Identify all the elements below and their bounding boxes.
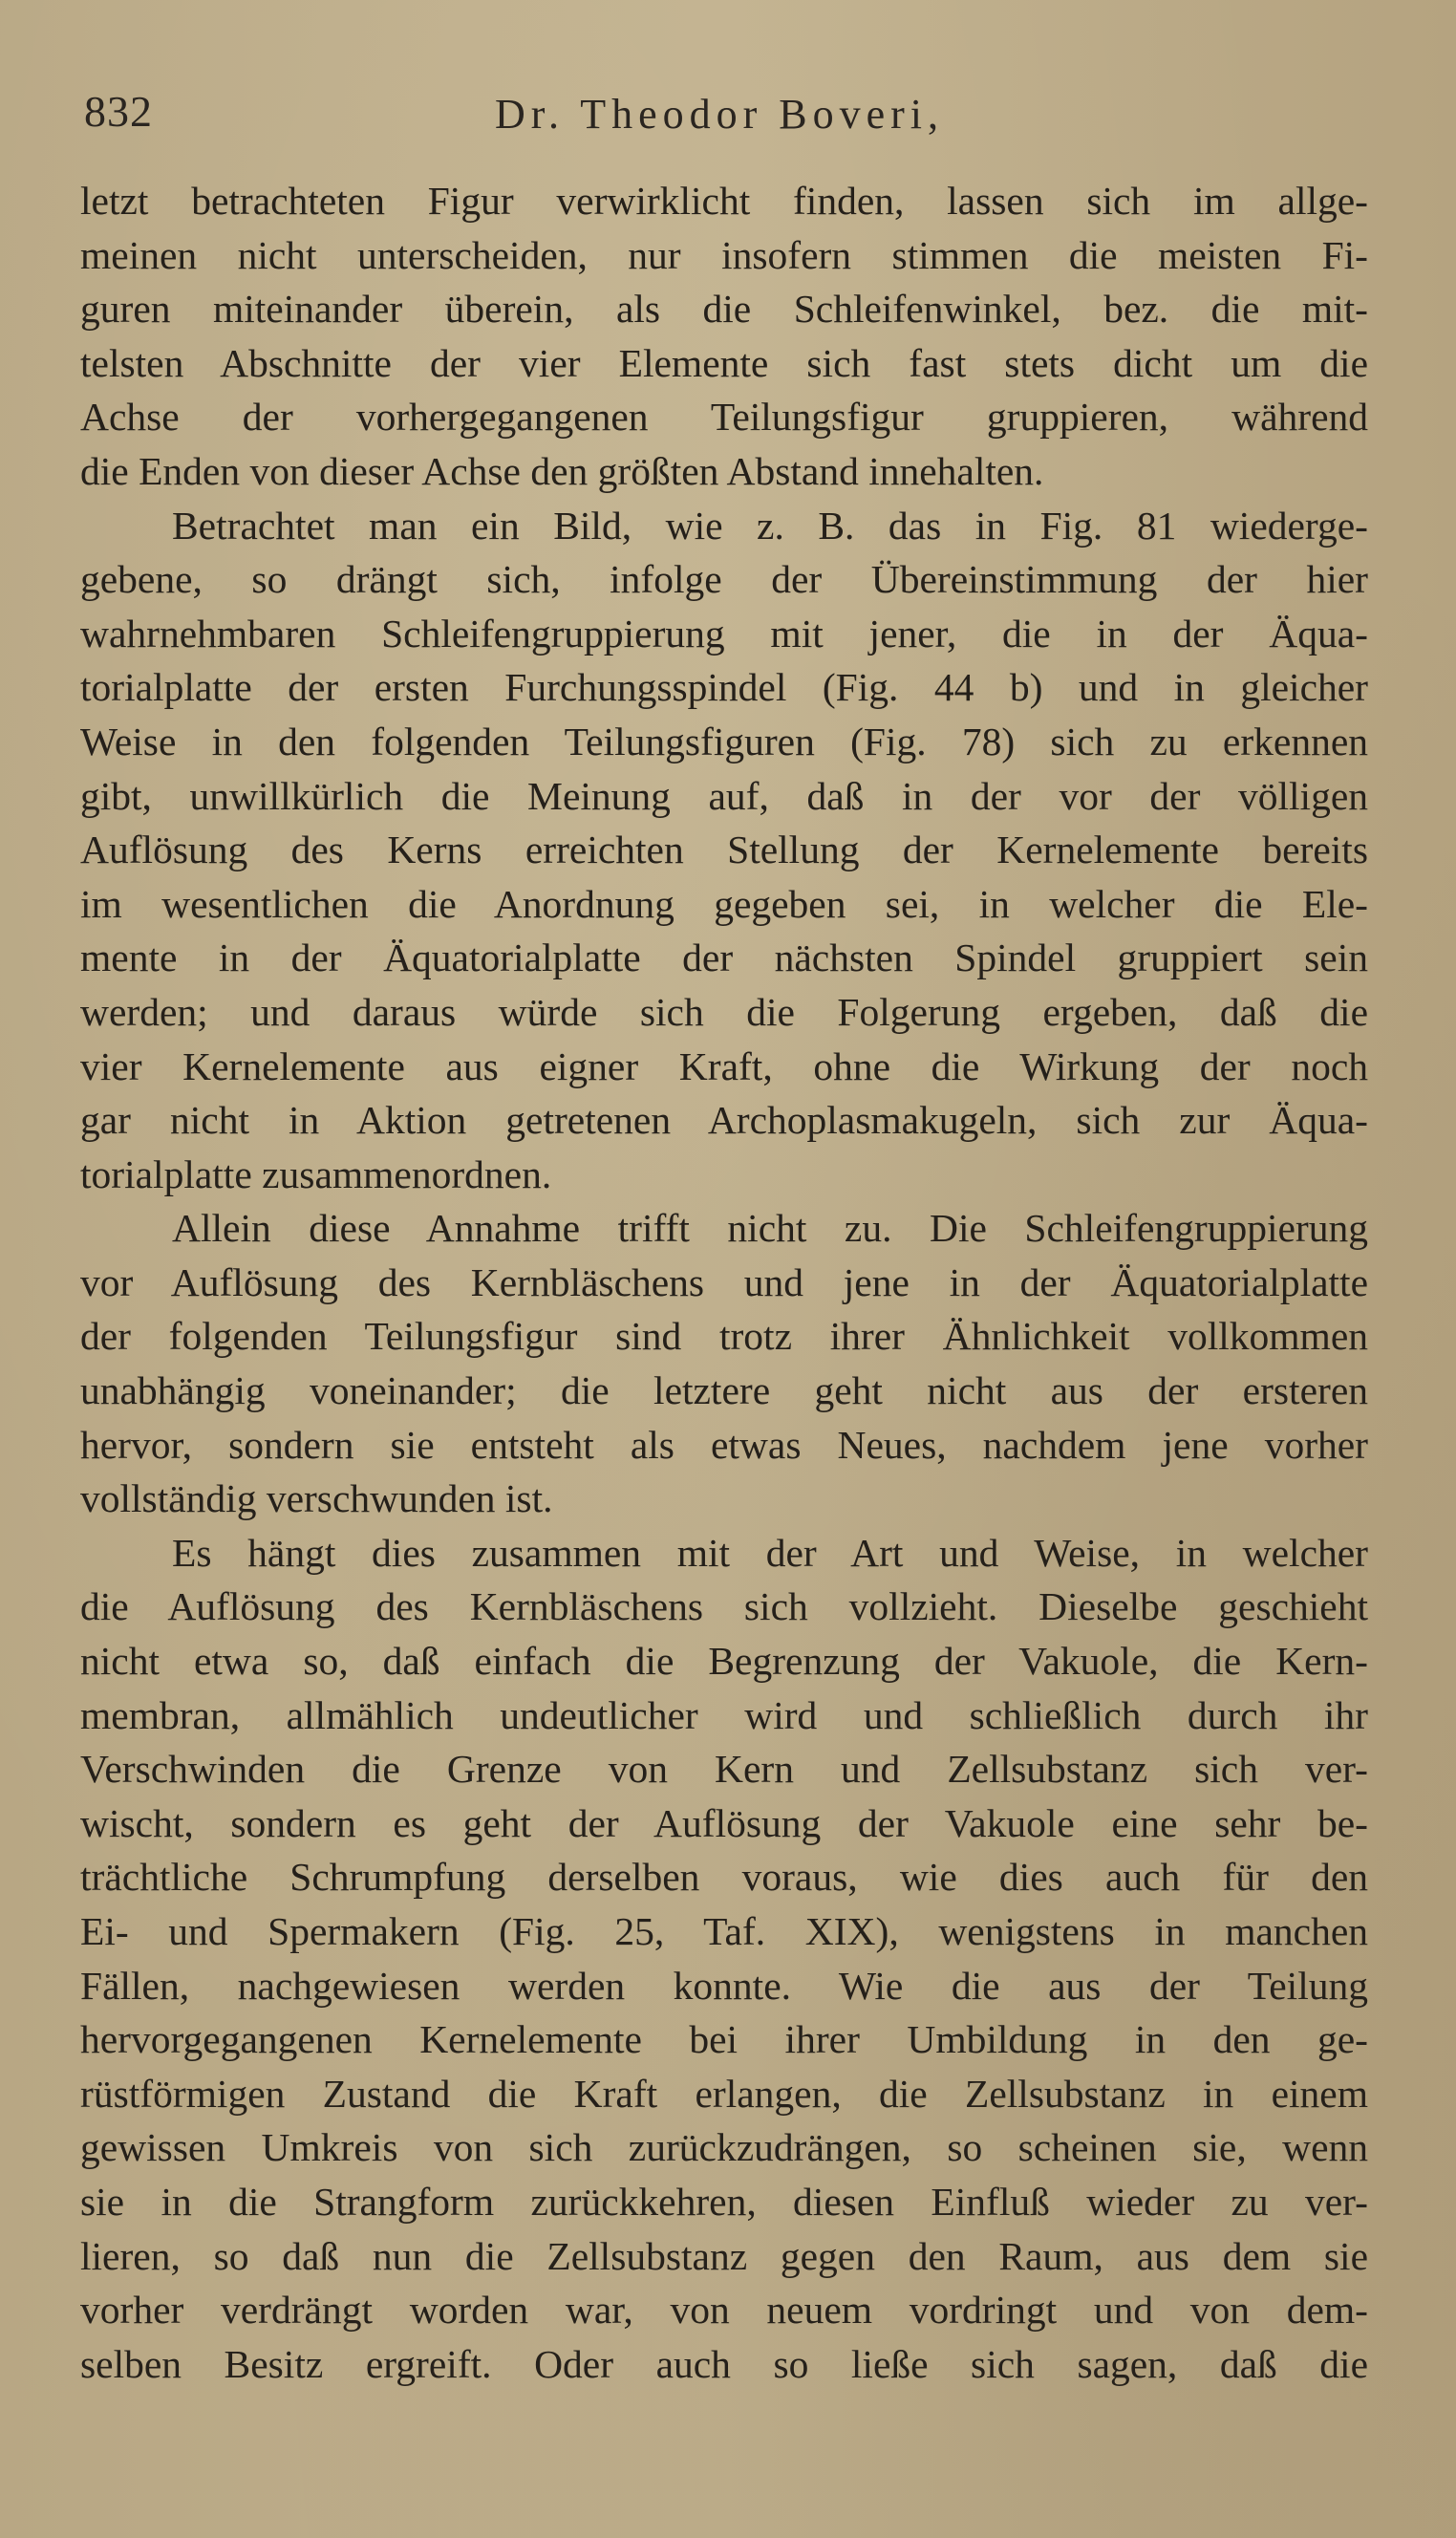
text-line: Auflösung des Kerns erreichten Stellung der Kernelemente bereits [80, 828, 1368, 872]
paragraph-first-line: Es hängt dies zusammen mit der Art und Weise, in welcher [172, 1530, 1368, 1575]
text-line: rüstförmigen Zustand die Kraft erlangen, die Zellsubstanz in einem [80, 2071, 1368, 2116]
text-line: sie in die Strangform zurückkehren, diesen Einfluß wieder zu ver- [80, 2179, 1368, 2224]
text-line: telsten Abschnitte der vier Elemente sich fast stets dicht um die [80, 340, 1368, 385]
text-line: Fällen, nachgewiesen werden konnte. Wie die aus der Teilung [80, 1963, 1368, 2008]
text-line: lieren, so daß nun die Zellsubstanz gegen den Raum, aus dem sie [80, 2233, 1368, 2278]
text-line: meinen nicht unterscheiden, nur insofern stimmen die meisten Fi- [80, 232, 1368, 277]
text-line: werden; und daraus würde sich die Folgerung ergeben, daß die [80, 989, 1368, 1034]
text-line: selben Besitz ergreift. Oder auch so ließe sich sagen, daß die [80, 2341, 1368, 2386]
text-line: vor Auflösung des Kernbläschens und jene in der Äquatorialplatte [80, 1259, 1368, 1304]
running-title: Dr. Theodor Boveri, [495, 91, 945, 138]
text-line: vollständig verschwunden ist. [80, 1476, 553, 1521]
text-line: Weise in den folgenden Teilungsfiguren (Fig. 78) sich zu erkennen [80, 719, 1368, 764]
text-line: wahrnehmbaren Schleifengruppierung mit jener, die in der Äqua- [80, 611, 1368, 656]
text-line: trächtliche Schrumpfung derselben voraus, wie dies auch für den [80, 1855, 1368, 1900]
text-line: gar nicht in Aktion getretenen Archoplasmakugeln, sich zur Äqua- [80, 1098, 1368, 1143]
text-line: membran, allmählich undeutlicher wird und schließlich durch ihr [80, 1692, 1368, 1737]
text-line: die Enden von dieser Achse den größten Abstand innehalten. [80, 448, 1044, 493]
text-line: wischt, sondern es geht der Auflösung der Vakuole eine sehr be- [80, 1800, 1368, 1845]
text-line: Verschwinden die Grenze von Kern und Zellsubstanz sich ver- [80, 1747, 1368, 1792]
text-line: gewissen Umkreis von sich zurückzudrängen, so scheinen sie, wenn [80, 2125, 1368, 2170]
text-line: mente in der Äquatorialplatte der nächsten Spindel gruppiert sein [80, 936, 1368, 980]
text-line: hervorgegangenen Kernelemente bei ihrer Umbildung in den ge- [80, 2017, 1368, 2062]
running-header [84, 78, 1370, 145]
text-line: Ei- und Spermakern (Fig. 25, Taf. XIX), wenigstens in manchen [80, 1909, 1368, 1953]
text-line: guren miteinander überein, als die Schleifenwinkel, bez. die mit- [80, 287, 1368, 332]
text-line: vorher verdrängt worden war, von neuem vordringt und von dem- [80, 2288, 1368, 2333]
text-line: torialplatte der ersten Furchungsspindel (Fig. 44 b) und in gleicher [80, 665, 1368, 710]
body-text [80, 174, 1368, 2391]
page-number: 832 [84, 87, 153, 136]
paragraph-first-line: Allein diese Annahme trifft nicht zu. Die Schleifengruppierung [172, 1206, 1368, 1251]
paragraph-first-line: Betrachtet man ein Bild, wie z. B. das in Fig. 81 wiederge- [172, 503, 1368, 548]
text-line: die Auflösung des Kernbläschens sich vollzieht. Dieselbe geschieht [80, 1584, 1368, 1629]
text-line: der folgenden Teilungsfigur sind trotz ihrer Ähnlichkeit vollkommen [80, 1314, 1368, 1359]
text-line: hervor, sondern sie entsteht als etwas Neues, nachdem jene vorher [80, 1422, 1368, 1467]
text-line: unabhängig voneinander; die letztere geht nicht aus der ersteren [80, 1368, 1368, 1413]
text-line: gibt, unwillkürlich die Meinung auf, daß in der vor der völligen [80, 773, 1368, 818]
text-line: gebene, so drängt sich, infolge der Übereinstimmung der hier [80, 557, 1368, 602]
text-line: letzt betrachteten Figur verwirklicht finden, lassen sich im allge- [80, 179, 1368, 223]
text-line: Achse der vorhergegangenen Teilungsfigur gruppieren, während [80, 395, 1368, 440]
text-line: im wesentlichen die Anordnung gegeben sei, in welcher die Ele- [80, 881, 1368, 926]
text-line: nicht etwa so, daß einfach die Begrenzung der Vakuole, die Kern- [80, 1639, 1368, 1684]
text-line: vier Kernelemente aus eigner Kraft, ohne die Wirkung der noch [80, 1043, 1368, 1088]
text-line: torialplatte zusammenordnen. [80, 1151, 552, 1196]
